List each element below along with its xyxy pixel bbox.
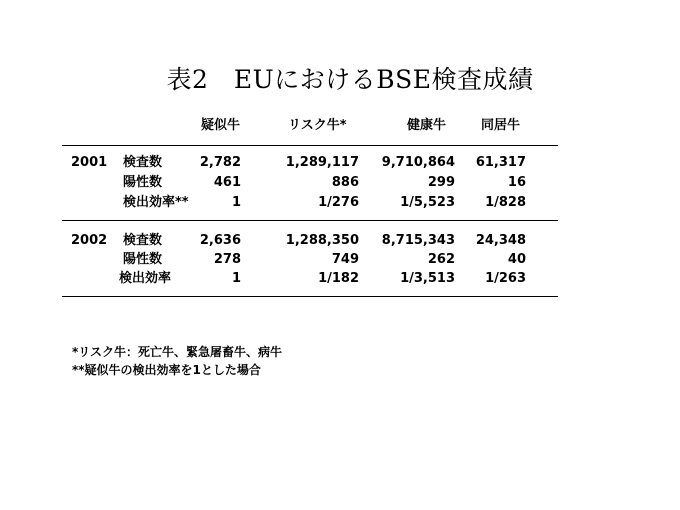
row-label: 陽性数 — [123, 175, 163, 190]
cell-suspect: 278 — [213, 252, 241, 267]
table-top-rule — [62, 145, 558, 146]
header-cohabiting-cattle: 同居牛 — [481, 118, 521, 133]
row-label: 検査数 — [123, 233, 163, 248]
cell-healthy: 9,710,864 — [381, 155, 455, 170]
cell-healthy: 1/5,523 — [400, 195, 455, 210]
cell-risk: 1,288,350 — [285, 233, 359, 248]
table-bottom-rule — [62, 296, 558, 297]
cell-cohabiting: 40 — [507, 252, 526, 267]
row-label: 検出効率** — [123, 195, 189, 210]
cell-healthy: 299 — [427, 175, 455, 190]
cell-healthy: 1/3,513 — [400, 271, 455, 286]
cell-cohabiting: 16 — [507, 175, 526, 190]
page-title: 表2 EUにおけるBSE検査成績 — [166, 65, 534, 94]
cell-risk: 1,289,117 — [285, 155, 359, 170]
cell-cohabiting: 1/263 — [485, 271, 526, 286]
cell-risk: 1/276 — [318, 195, 359, 210]
header-risk-cattle: リスク牛* — [288, 118, 347, 133]
footnote-detection-efficiency: **疑似牛の検出効率を1とした場合 — [72, 363, 261, 377]
row-label: 陽性数 — [123, 252, 163, 267]
cell-healthy: 262 — [427, 252, 455, 267]
cell-suspect: 461 — [213, 175, 241, 190]
year-2001: 2001 — [71, 155, 108, 170]
header-healthy-cattle: 健康牛 — [407, 118, 447, 133]
cell-risk: 1/182 — [318, 271, 359, 286]
cell-cohabiting: 24,348 — [475, 233, 526, 248]
footnote-risk-cattle: *リスク牛：死亡牛、緊急屠畜牛、病牛 — [72, 345, 283, 359]
row-label: 検出効率 — [119, 271, 172, 286]
cell-suspect: 1 — [231, 195, 241, 210]
cell-suspect: 2,782 — [199, 155, 241, 170]
cell-cohabiting: 61,317 — [475, 155, 526, 170]
year-2002: 2002 — [71, 233, 108, 248]
cell-suspect: 2,636 — [199, 233, 241, 248]
cell-risk: 886 — [331, 175, 359, 190]
cell-risk: 749 — [331, 252, 359, 267]
table-group-rule — [62, 220, 558, 221]
cell-cohabiting: 1/828 — [485, 195, 526, 210]
row-label: 検査数 — [123, 155, 163, 170]
cell-healthy: 8,715,343 — [381, 233, 455, 248]
header-suspect-cattle: 疑似牛 — [201, 118, 241, 133]
cell-suspect: 1 — [231, 271, 241, 286]
